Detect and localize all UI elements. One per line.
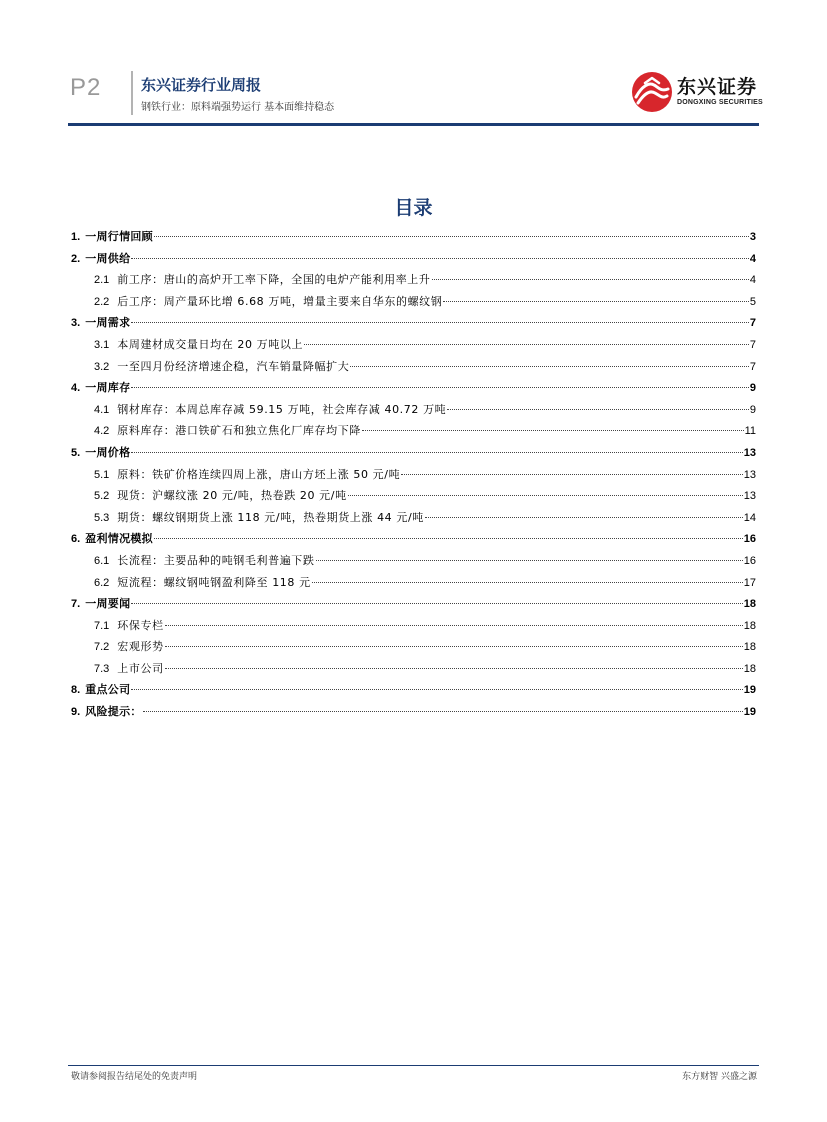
toc-dot-leader xyxy=(165,646,743,647)
toc-dot-leader xyxy=(316,560,743,561)
toc-entry-page: 19 xyxy=(743,684,756,697)
company-logo xyxy=(630,70,763,114)
toc-entry-page: 9 xyxy=(749,382,756,395)
toc-entry-number: 5.1 xyxy=(94,468,110,481)
toc-entry[interactable] xyxy=(71,485,756,507)
toc-dot-leader xyxy=(432,279,749,280)
toc-entry[interactable] xyxy=(71,334,756,356)
toc-entry-label: 一至四月份经济增速企稳，汽车销量降幅扩大 xyxy=(117,359,350,373)
logo-english-name: DONGXING SECURITIES xyxy=(677,99,763,106)
toc-entry-number: 1. xyxy=(71,231,81,243)
toc-dot-leader xyxy=(362,430,744,431)
toc-heading: 目录 xyxy=(394,197,433,219)
toc-entry-page: 13 xyxy=(743,468,756,481)
toc-entry[interactable] xyxy=(71,528,756,550)
header-divider xyxy=(131,71,133,115)
toc-entry-page: 16 xyxy=(743,533,756,546)
toc-entry[interactable] xyxy=(71,572,756,594)
toc-dot-leader xyxy=(143,711,743,712)
toc-entry-number: 7.1 xyxy=(94,619,110,632)
page-header xyxy=(0,0,827,130)
toc-dot-leader xyxy=(165,625,743,626)
toc-entry-number: 4. xyxy=(71,382,81,395)
toc-dot-leader xyxy=(165,668,743,669)
toc-entry[interactable] xyxy=(71,442,756,464)
toc-entry-page: 7 xyxy=(749,317,756,330)
toc-entry-number: 5. xyxy=(71,446,81,459)
toc-entry-number: 7.2 xyxy=(94,641,110,654)
toc-dot-leader xyxy=(348,495,743,496)
toc-entry-number: 5.2 xyxy=(94,490,110,503)
toc-entry-page: 18 xyxy=(743,619,756,632)
toc-entry-label: 前工序：唐山的高炉开工率下降，全国的电炉产能利用率上升 xyxy=(117,273,431,287)
toc-entry-page: 4 xyxy=(749,252,756,265)
toc-entry-page: 3 xyxy=(749,231,756,243)
toc-entry-label: 上市公司 xyxy=(117,661,164,675)
toc-dot-leader xyxy=(131,452,742,453)
toc-entry-number: 3.1 xyxy=(94,338,110,351)
toc-entry[interactable] xyxy=(71,464,756,486)
toc-entry[interactable] xyxy=(71,636,756,658)
toc-entry-number: 9. xyxy=(71,706,81,719)
company-slogan: 东方财智 兴盛之源 xyxy=(682,1072,757,1082)
report-series-title: 东兴证券行业周报 xyxy=(141,76,262,94)
toc-entry-label: 重点公司 xyxy=(85,683,131,697)
toc-entry[interactable] xyxy=(71,226,756,248)
toc-entry[interactable] xyxy=(71,679,756,701)
page-number: P2 xyxy=(70,74,102,101)
toc-entry-label: 钢材库存：本周总库存减 59.15 万吨，社会库存减 40.72 万吨 xyxy=(117,402,447,416)
toc-entry[interactable] xyxy=(71,312,756,334)
toc-entry[interactable] xyxy=(71,248,756,270)
toc-entry[interactable] xyxy=(71,658,756,680)
toc-entry-number: 4.2 xyxy=(94,425,110,438)
report-subtitle: 钢铁行业：原料端强势运行 基本面维持稳态 xyxy=(141,102,335,113)
toc-dot-leader xyxy=(131,258,748,259)
toc-entry[interactable] xyxy=(71,615,756,637)
toc-entry-page: 13 xyxy=(743,490,756,503)
toc-entry-number: 2. xyxy=(71,252,81,265)
disclaimer-note: 敬请参阅报告结尾处的免责声明 xyxy=(71,1072,198,1082)
toc-entry-number: 4.1 xyxy=(94,403,110,416)
toc-entry[interactable] xyxy=(71,701,756,723)
toc-entry-label: 一周要闻 xyxy=(85,597,131,611)
toc-dot-leader xyxy=(131,603,742,604)
toc-entry[interactable] xyxy=(71,291,756,313)
toc-dot-leader xyxy=(447,409,749,410)
footer-rule xyxy=(68,1065,759,1066)
toc-entry-page: 4 xyxy=(749,274,756,287)
toc-entry-label: 环保专栏 xyxy=(117,618,164,632)
toc-entry-label: 后工序：周产量环比增 6.68 万吨，增量主要来自华东的螺纹钢 xyxy=(117,294,443,308)
toc-entry[interactable] xyxy=(71,269,756,291)
toc-entry-label: 一周价格 xyxy=(85,445,131,459)
toc-dot-leader xyxy=(304,344,749,345)
toc-entry-page: 17 xyxy=(743,576,756,589)
toc-entry-page: 16 xyxy=(743,554,756,567)
toc-entry[interactable] xyxy=(71,593,756,615)
toc-dot-leader xyxy=(154,538,743,539)
toc-entry[interactable] xyxy=(71,356,756,378)
toc-entry-page: 18 xyxy=(743,662,756,675)
toc-entry-page: 11 xyxy=(744,425,756,438)
toc-dot-leader xyxy=(131,689,742,690)
toc-entry-number: 3.2 xyxy=(94,360,110,373)
toc-entry[interactable] xyxy=(71,550,756,572)
toc-entry-label: 风险提示： xyxy=(85,705,142,719)
table-of-contents xyxy=(71,226,756,723)
toc-entry-page: 13 xyxy=(743,446,756,459)
toc-entry-page: 14 xyxy=(743,511,756,524)
toc-entry-label: 短流程：螺纹钢吨钢盈利降至 118 元 xyxy=(117,575,311,589)
toc-entry-number: 8. xyxy=(71,684,81,697)
toc-entry-label: 长流程：主要品种的吨钢毛利普遍下跌 xyxy=(117,553,315,567)
toc-dot-leader xyxy=(350,366,749,367)
toc-entry[interactable] xyxy=(71,507,756,529)
toc-entry-label: 一周需求 xyxy=(85,316,131,330)
toc-entry-page: 18 xyxy=(743,641,756,654)
toc-entry[interactable] xyxy=(71,377,756,399)
toc-entry-label: 一周供给 xyxy=(85,251,131,265)
toc-entry-page: 7 xyxy=(749,338,756,351)
toc-entry[interactable] xyxy=(71,420,756,442)
toc-entry-label: 一周行情回顾 xyxy=(85,230,153,243)
toc-entry-number: 3. xyxy=(71,317,81,330)
toc-entry-label: 宏观形势 xyxy=(117,640,164,654)
toc-dot-leader xyxy=(131,387,748,388)
toc-entry-number: 2.1 xyxy=(94,274,110,287)
toc-dot-leader xyxy=(154,236,749,237)
toc-dot-leader xyxy=(425,517,743,518)
toc-dot-leader xyxy=(443,301,748,302)
logo-chinese-name: 东兴证券 xyxy=(677,76,758,98)
toc-entry-page: 7 xyxy=(749,360,756,373)
toc-entry-number: 6.2 xyxy=(94,576,110,589)
toc-dot-leader xyxy=(131,322,748,323)
toc-entry-label: 期货：螺纹钢期货上涨 118 元/吨，热卷期货上涨 44 元/吨 xyxy=(117,510,424,524)
logo-emblem-icon xyxy=(630,70,674,114)
toc-dot-leader xyxy=(401,474,743,475)
header-rule xyxy=(68,123,759,126)
toc-entry-number: 5.3 xyxy=(94,511,110,524)
toc-entry-number: 6.1 xyxy=(94,554,110,567)
toc-entry-label: 一周库存 xyxy=(85,381,131,395)
toc-entry-number: 6. xyxy=(71,533,81,546)
toc-entry-label: 原料：铁矿价格连续四周上涨，唐山方坯上涨 50 元/吨 xyxy=(117,467,401,481)
toc-entry-number: 7. xyxy=(71,598,81,611)
toc-entry-page: 5 xyxy=(749,295,756,308)
toc-entry-label: 本周建材成交量日均在 20 万吨以上 xyxy=(117,337,304,351)
toc-entry-page: 19 xyxy=(743,706,756,719)
toc-entry-label: 盈利情况模拟 xyxy=(85,532,153,546)
toc-entry-label: 原料库存：港口铁矿石和独立焦化厂库存均下降 xyxy=(117,424,361,438)
toc-entry-number: 2.2 xyxy=(94,295,110,308)
toc-dot-leader xyxy=(312,582,743,583)
toc-entry[interactable] xyxy=(71,399,756,421)
toc-entry-page: 9 xyxy=(749,403,756,416)
toc-entry-label: 现货：沪螺纹涨 20 元/吨，热卷跌 20 元/吨 xyxy=(117,489,347,503)
toc-entry-number: 7.3 xyxy=(94,662,110,675)
toc-entry-page: 18 xyxy=(743,598,756,611)
